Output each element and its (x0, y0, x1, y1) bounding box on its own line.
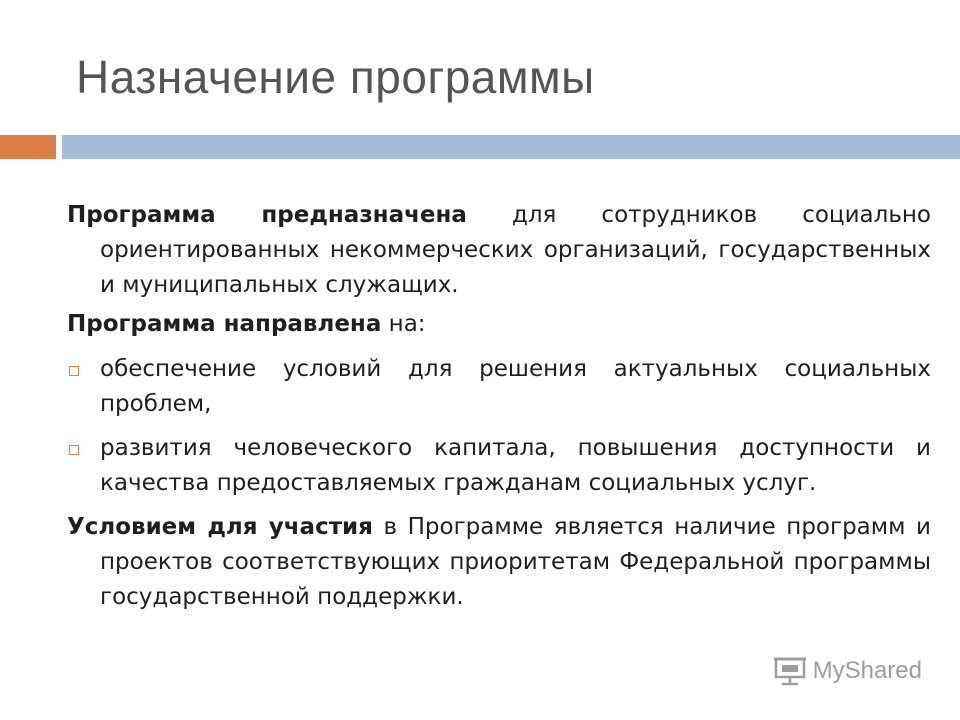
accent-bar (0, 135, 56, 159)
paragraph-condition-lead: Условием для участия (67, 514, 373, 540)
paragraph-purpose (67, 198, 931, 303)
list-item-text: развития человеческого капитала, повышения доступности и качества предоставляемых гражданам социальных услуг. (100, 435, 931, 496)
watermark (773, 656, 922, 686)
list-item (67, 431, 931, 501)
paragraph-direction-lead: Программа направлена (67, 311, 382, 337)
slide-title: Назначение программы (76, 51, 595, 103)
paragraph-direction-text: на: (381, 311, 426, 337)
watermark-text: MyShared (812, 657, 922, 684)
presentation-icon (773, 656, 807, 686)
paragraph-purpose-text: для сотрудников социально ориентированных некоммерческих организаций, государственных и муниципальных служащих. (100, 202, 931, 298)
paragraph-condition (67, 510, 931, 615)
slide-body (67, 198, 931, 619)
paragraph-direction (67, 307, 931, 342)
checkbox-bullet-icon (69, 445, 79, 455)
list-item-text: обеспечение условий для решения актуальных социальных проблем, (100, 356, 931, 417)
list-item (67, 352, 931, 422)
title-underline-bar (62, 135, 960, 159)
checkbox-bullet-icon (69, 366, 79, 376)
paragraph-purpose-lead: Программа предназначена (67, 202, 467, 228)
paragraph-condition-text: в Программе является наличие программ и проектов соответствующих приоритетам Федеральной программы государственной поддержки. (100, 514, 931, 610)
